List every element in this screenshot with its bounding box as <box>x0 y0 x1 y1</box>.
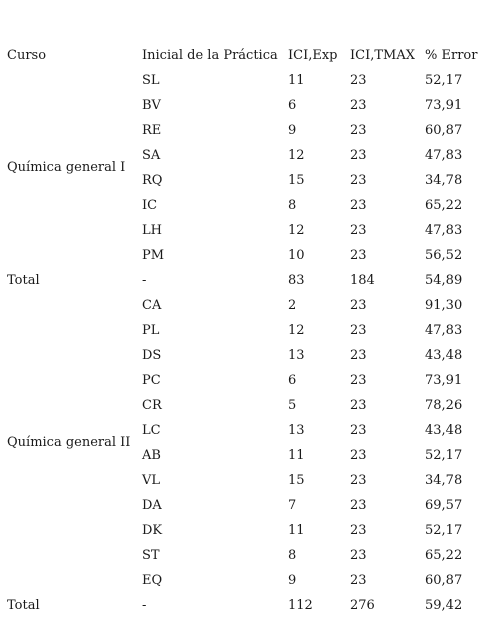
header-inicial: Inicial de la Práctica <box>142 48 278 63</box>
cell-error: 47,83 <box>425 323 463 338</box>
cell-inicial: - <box>142 273 147 288</box>
table-row <box>0 446 485 466</box>
table-row <box>0 121 485 141</box>
cell-ici-tmax: 23 <box>350 248 367 263</box>
cell-inicial: PM <box>142 248 165 263</box>
cell-ici-tmax: 23 <box>350 198 367 213</box>
header-curso: Curso <box>7 48 47 63</box>
total-row <box>0 596 485 616</box>
cell-ici-exp: 12 <box>288 148 305 163</box>
table-row <box>0 471 485 491</box>
total-row <box>0 271 485 291</box>
table-row <box>0 96 485 116</box>
cell-inicial: SA <box>142 148 161 163</box>
cell-ici-exp: 15 <box>288 473 305 488</box>
cell-error: 60,87 <box>425 123 463 138</box>
cell-ici-tmax: 23 <box>350 523 367 538</box>
cell-error: 65,22 <box>425 548 463 563</box>
cell-ici-exp: 9 <box>288 573 297 588</box>
header-ici-tmax: ICI,TMAX <box>350 48 415 63</box>
cell-ici-tmax: 184 <box>350 273 375 288</box>
cell-inicial: VL <box>142 473 161 488</box>
cell-inicial: DS <box>142 348 162 363</box>
cell-ici-exp: 13 <box>288 348 305 363</box>
table-row <box>0 296 485 316</box>
cell-inicial: SL <box>142 73 160 88</box>
cell-ici-exp: 12 <box>288 223 305 238</box>
cell-ici-exp: 10 <box>288 248 305 263</box>
cell-inicial: - <box>142 598 147 613</box>
cell-error: 73,91 <box>425 98 463 113</box>
table-row <box>0 196 485 216</box>
cell-error: 60,87 <box>425 573 463 588</box>
cell-inicial: PC <box>142 373 161 388</box>
cell-ici-exp: 11 <box>288 73 305 88</box>
table-row <box>0 571 485 591</box>
table-row <box>0 496 485 516</box>
cell-ici-tmax: 23 <box>350 323 367 338</box>
cell-error: 47,83 <box>425 148 463 163</box>
cell-inicial: DA <box>142 498 162 513</box>
header-ici-exp: ICI,Exp <box>288 48 338 63</box>
cell-error: 43,48 <box>425 348 463 363</box>
cell-inicial: IC <box>142 198 158 213</box>
cell-inicial: RE <box>142 123 162 138</box>
cell-ici-exp: 5 <box>288 398 297 413</box>
header-error: % Error <box>425 48 478 63</box>
cell-error: 78,26 <box>425 398 463 413</box>
cell-ici-tmax: 23 <box>350 448 367 463</box>
table-row <box>0 521 485 541</box>
table-row <box>0 146 485 166</box>
cell-inicial: ST <box>142 548 160 563</box>
cell-ici-exp: 6 <box>288 373 297 388</box>
cell-ici-tmax: 23 <box>350 173 367 188</box>
course-label: Química general II <box>7 435 131 450</box>
cell-ici-tmax: 23 <box>350 498 367 513</box>
cell-error: 56,52 <box>425 248 463 263</box>
cell-error: 43,48 <box>425 423 463 438</box>
cell-ici-exp: 2 <box>288 298 297 313</box>
cell-inicial: LH <box>142 223 162 238</box>
cell-error: 34,78 <box>425 173 463 188</box>
cell-error: 91,30 <box>425 298 463 313</box>
cell-error: 65,22 <box>425 198 463 213</box>
cell-ici-tmax: 23 <box>350 348 367 363</box>
table-row <box>0 421 485 441</box>
cell-error: 69,57 <box>425 498 463 513</box>
cell-ici-exp: 12 <box>288 323 305 338</box>
cell-inicial: BV <box>142 98 161 113</box>
table-row <box>0 396 485 416</box>
cell-ici-tmax: 23 <box>350 573 367 588</box>
course-label: Química general I <box>7 160 126 175</box>
cell-ici-tmax: 23 <box>350 423 367 438</box>
cell-ici-exp: 15 <box>288 173 305 188</box>
cell-ici-tmax: 23 <box>350 73 367 88</box>
cell-ici-tmax: 23 <box>350 373 367 388</box>
cell-inicial: LC <box>142 423 161 438</box>
cell-ici-tmax: 23 <box>350 123 367 138</box>
cell-error: 34,78 <box>425 473 463 488</box>
cell-ici-exp: 13 <box>288 423 305 438</box>
cell-ici-tmax: 23 <box>350 98 367 113</box>
cell-error: 47,83 <box>425 223 463 238</box>
cell-ici-exp: 11 <box>288 523 305 538</box>
cell-ici-tmax: 276 <box>350 598 375 613</box>
cell-ici-exp: 7 <box>288 498 297 513</box>
cell-ici-tmax: 23 <box>350 148 367 163</box>
total-label: Total <box>7 273 40 288</box>
table-row <box>0 71 485 91</box>
table-row <box>0 321 485 341</box>
table-row <box>0 346 485 366</box>
cell-ici-tmax: 23 <box>350 223 367 238</box>
cell-inicial: CA <box>142 298 162 313</box>
cell-ici-exp: 8 <box>288 198 297 213</box>
cell-inicial: PL <box>142 323 160 338</box>
cell-error: 52,17 <box>425 523 463 538</box>
table-row <box>0 171 485 191</box>
cell-inicial: CR <box>142 398 162 413</box>
cell-inicial: AB <box>142 448 161 463</box>
cell-ici-exp: 112 <box>288 598 313 613</box>
cell-error: 54,89 <box>425 273 463 288</box>
cell-error: 73,91 <box>425 373 463 388</box>
total-label: Total <box>7 598 40 613</box>
cell-inicial: EQ <box>142 573 163 588</box>
table-row <box>0 246 485 266</box>
cell-error: 59,42 <box>425 598 463 613</box>
cell-inicial: RQ <box>142 173 163 188</box>
cell-error: 52,17 <box>425 73 463 88</box>
cell-ici-exp: 11 <box>288 448 305 463</box>
cell-ici-exp: 8 <box>288 548 297 563</box>
cell-ici-exp: 6 <box>288 98 297 113</box>
cell-ici-tmax: 23 <box>350 473 367 488</box>
table-row <box>0 221 485 241</box>
cell-ici-exp: 83 <box>288 273 305 288</box>
cell-ici-tmax: 23 <box>350 548 367 563</box>
cell-error: 52,17 <box>425 448 463 463</box>
table-row <box>0 371 485 391</box>
table-row <box>0 546 485 566</box>
cell-ici-tmax: 23 <box>350 398 367 413</box>
cell-ici-tmax: 23 <box>350 298 367 313</box>
cell-inicial: DK <box>142 523 163 538</box>
cell-ici-exp: 9 <box>288 123 297 138</box>
table-header <box>0 46 485 66</box>
